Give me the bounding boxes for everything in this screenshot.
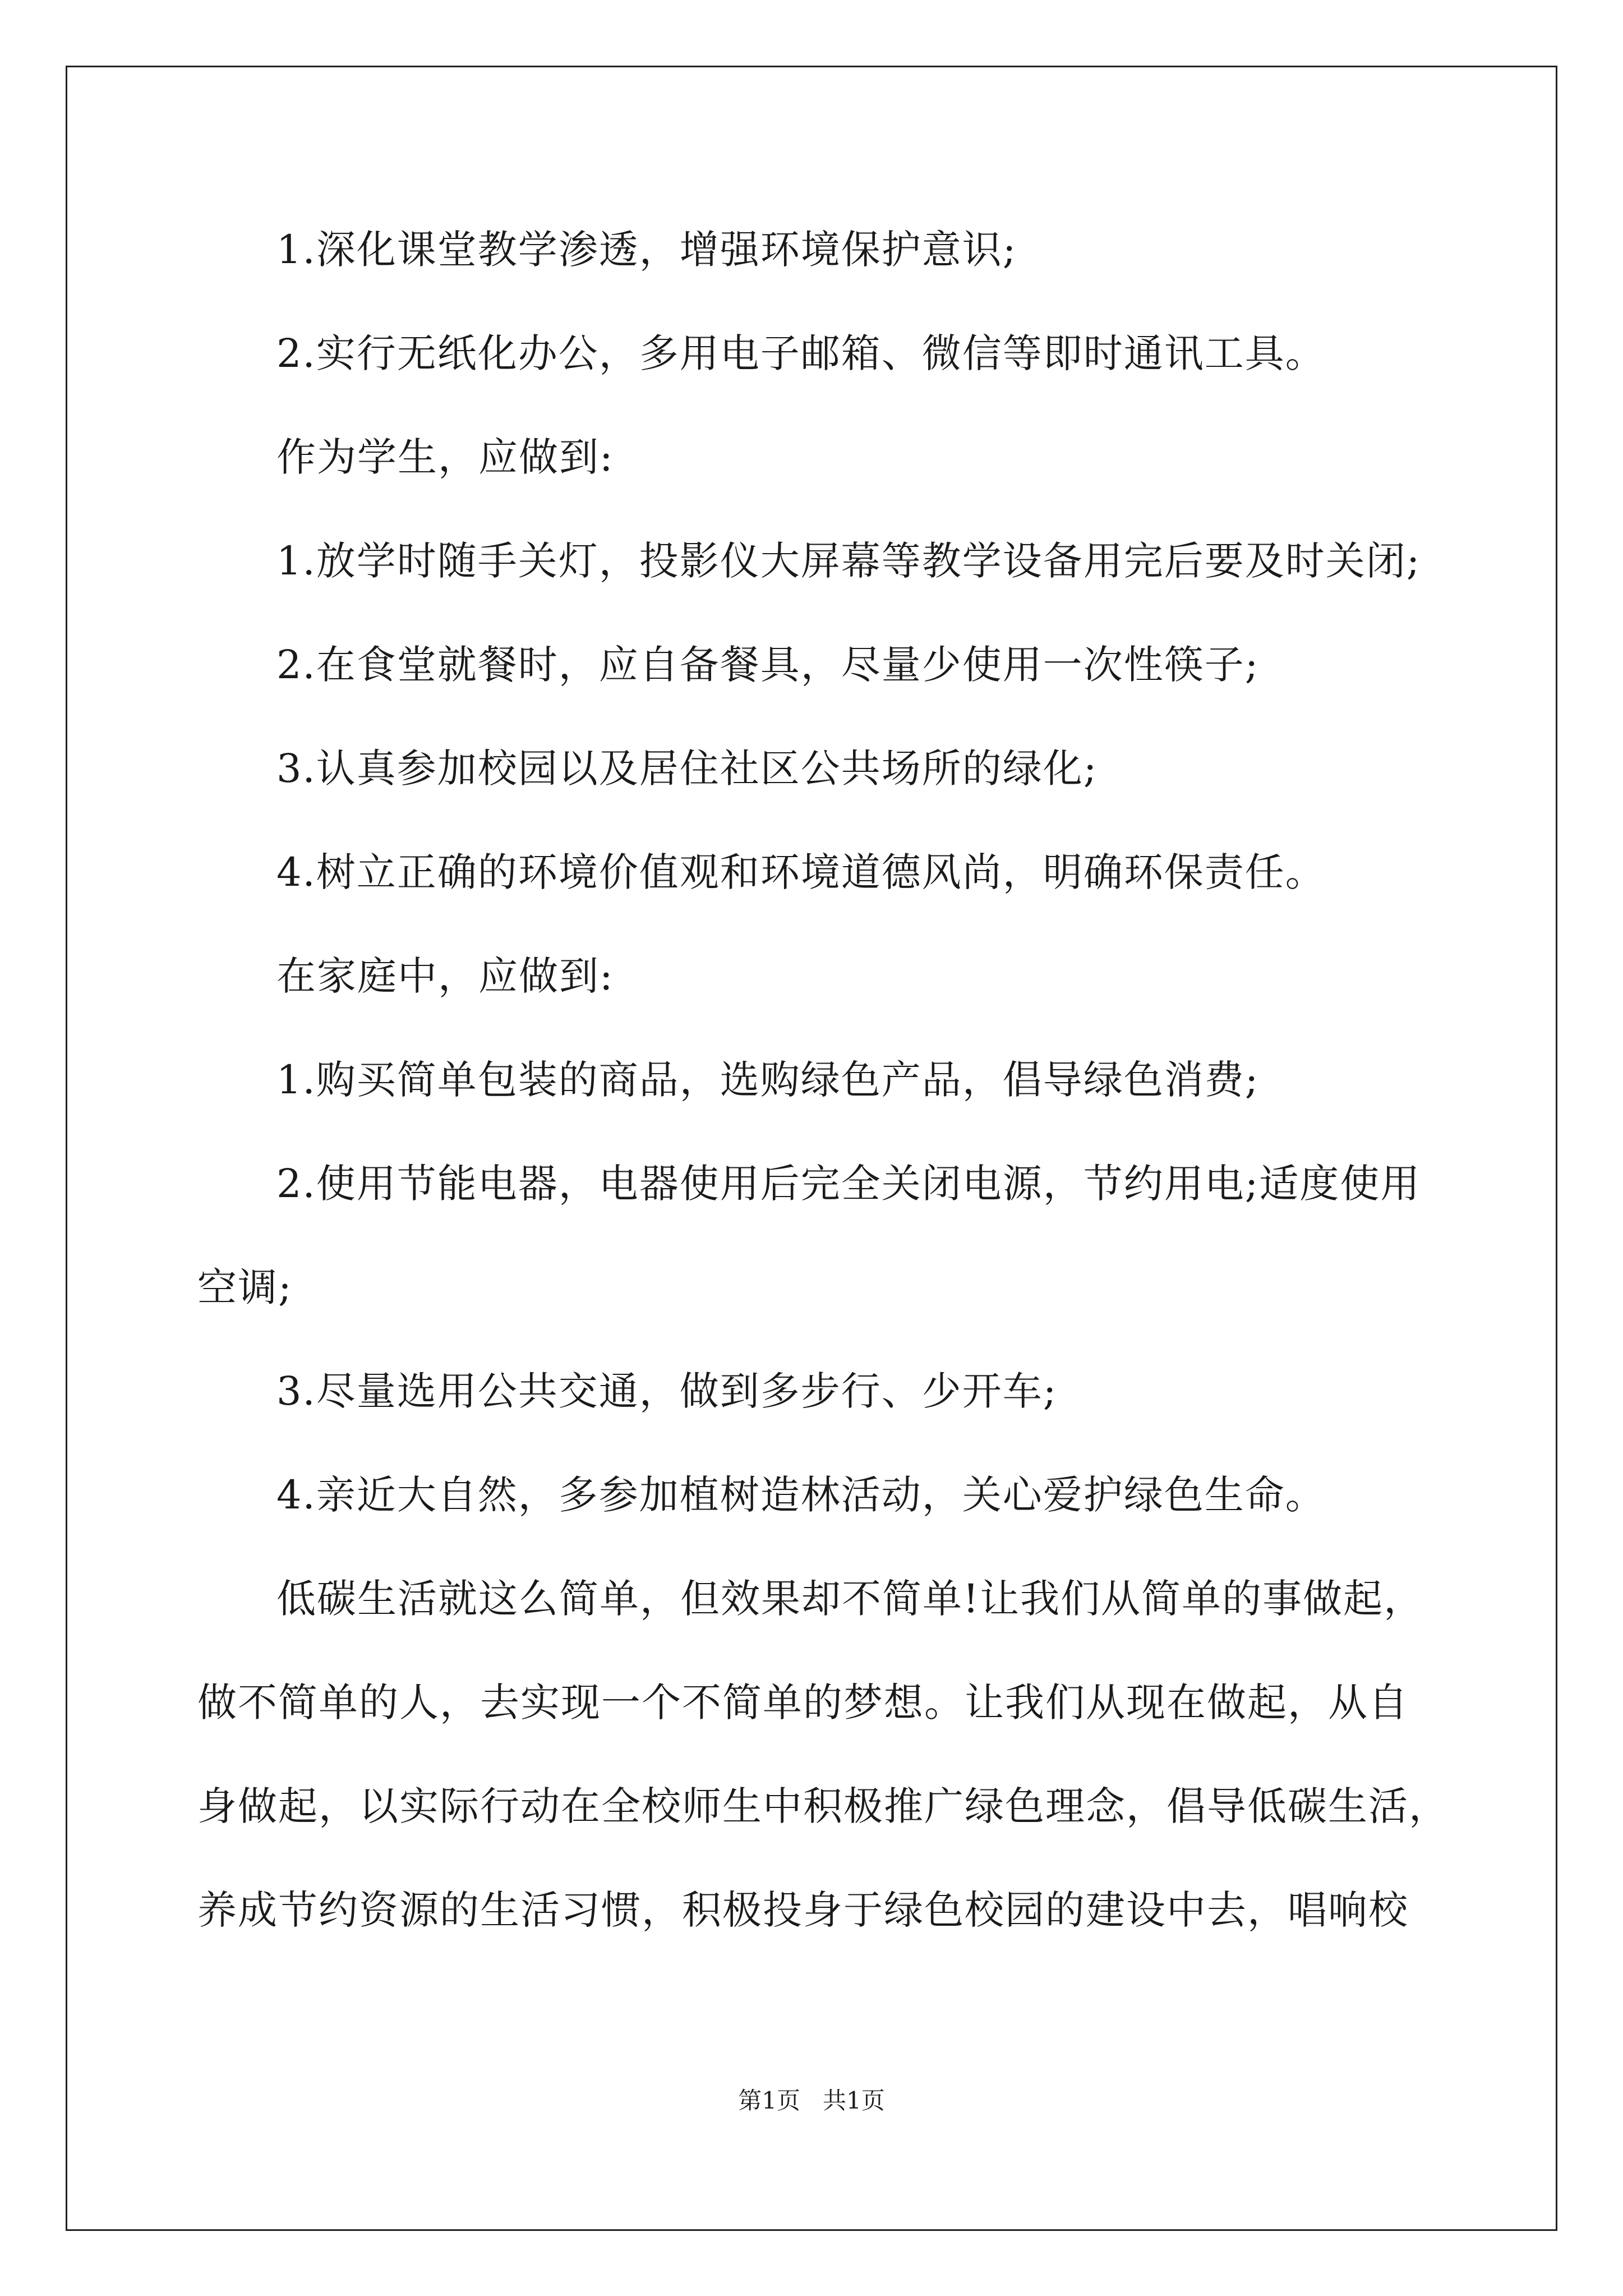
paragraph-line: 2.使用节能电器，电器使用后完全关闭电源，节约用电;适度使用 xyxy=(276,1161,1421,1207)
paragraph-line: 4.亲近大自然，多参加植树造林活动，关心爱护绿色生命。 xyxy=(276,1472,1326,1518)
paragraph-line: 1.放学时随手关灯，投影仪大屏幕等教学设备用完后要及时关闭; xyxy=(276,538,1421,584)
paragraph-line: 2.在食堂就餐时，应自备餐具，尽量少使用一次性筷子; xyxy=(276,642,1260,688)
paragraph-line: 在家庭中，应做到: xyxy=(276,953,614,999)
paragraph-line: 3.认真参加校园以及居住社区公共场所的绿化; xyxy=(276,746,1098,792)
paragraph-line: 低碳生活就这么简单，但效果却不简单!让我们从简单的事做起， xyxy=(276,1576,1424,1622)
paragraph-line: 做不简单的人，去实现一个不简单的梦想。让我们从现在做起，从自 xyxy=(197,1680,1409,1726)
paragraph-line: 1.购买简单包装的商品，选购绿色产品，倡导绿色消费; xyxy=(276,1057,1260,1103)
paragraph-line: 2.实行无纸化办公，多用电子邮箱、微信等即时通讯工具。 xyxy=(276,330,1326,376)
paragraph-line: 作为学生，应做到: xyxy=(276,434,614,480)
paragraph-line: 1.深化课堂教学渗透，增强环境保护意识; xyxy=(276,227,1017,273)
paragraph-line: 养成节约资源的生活习惯，积极投身于绿色校园的建设中去，唱响校 xyxy=(197,1887,1409,1933)
paragraph-line: 3.尽量选用公共交通，做到多步行、少开车; xyxy=(276,1368,1058,1414)
paragraph-line: 4.树立正确的环境价值观和环境道德风尚，明确环保责任。 xyxy=(276,849,1326,895)
paragraph-line: 空调; xyxy=(197,1264,293,1310)
page-footer: 第1页 共1页 xyxy=(738,2087,885,2114)
paragraph-line: 身做起，以实际行动在全校师生中积极推广绿色理念，倡导低碳生活， xyxy=(197,1783,1449,1829)
